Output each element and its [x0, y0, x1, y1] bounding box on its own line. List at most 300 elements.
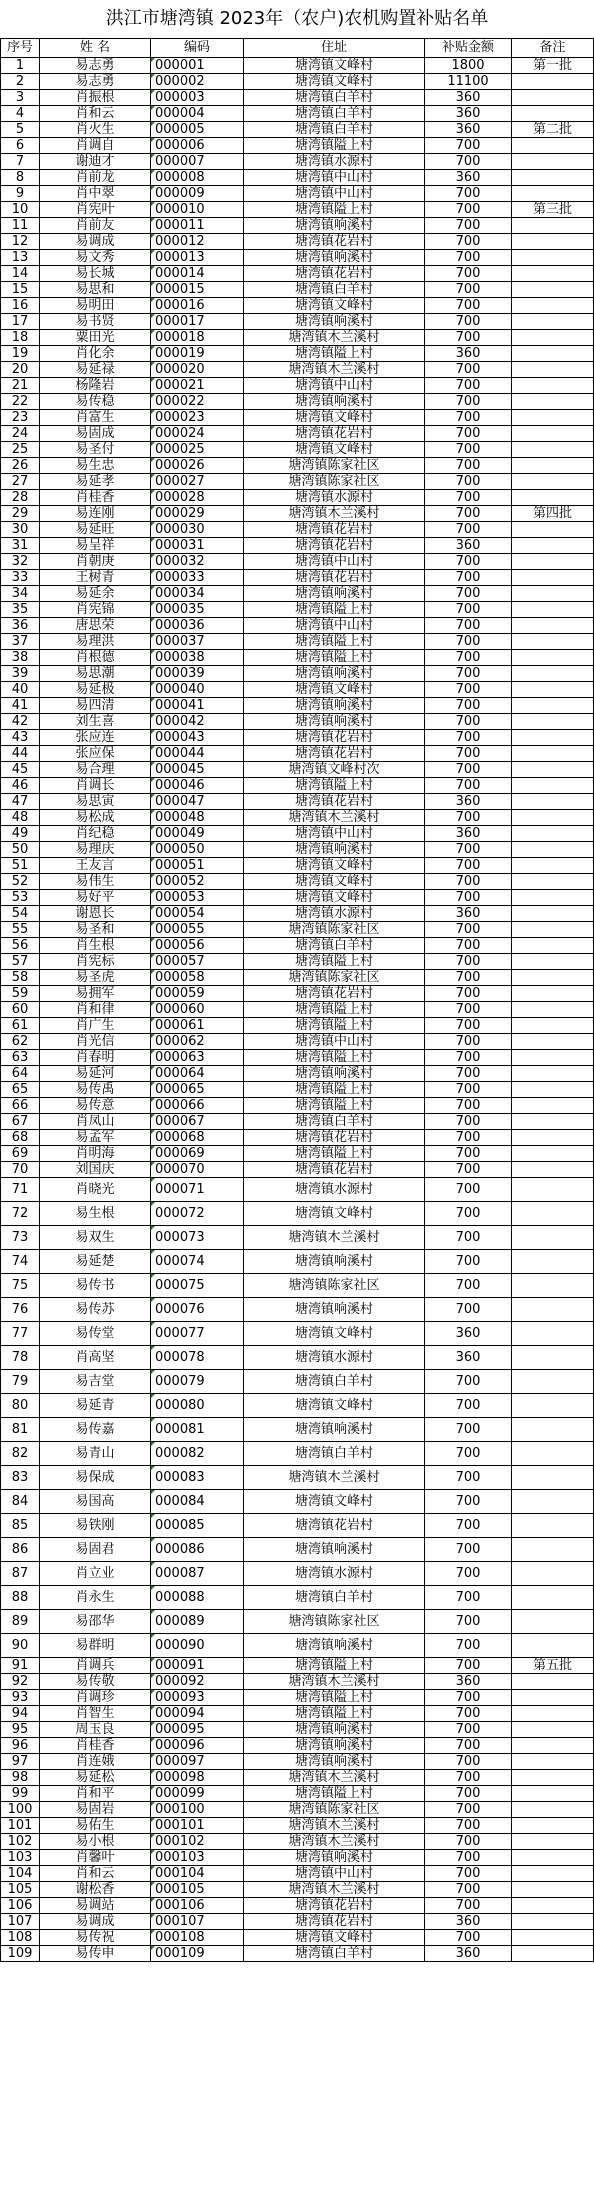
cell-remark — [512, 890, 594, 906]
cell-address: 塘湾镇白羊村 — [244, 122, 425, 138]
cell-serial: 73 — [1, 1226, 40, 1250]
cell-address: 塘湾镇文峰村 — [244, 1394, 425, 1418]
cell-code: 000084 — [151, 1490, 244, 1514]
cell-code: 000051 — [151, 858, 244, 874]
cell-address: 塘湾镇陈家社区 — [244, 458, 425, 474]
table-row — [1, 762, 594, 778]
cell-amount: 700 — [425, 138, 512, 154]
table-row — [1, 90, 594, 106]
table-row — [1, 1786, 594, 1802]
cell-address: 塘湾镇响溪村 — [244, 666, 425, 682]
cell-amount: 700 — [425, 1706, 512, 1722]
cell-serial: 85 — [1, 1514, 40, 1538]
cell-name: 易传书 — [40, 1274, 151, 1298]
cell-amount: 700 — [425, 506, 512, 522]
cell-address: 塘湾镇文峰村 — [244, 682, 425, 698]
cell-code: 000010 — [151, 202, 244, 218]
cell-name: 易延楚 — [40, 1250, 151, 1274]
table-row — [1, 730, 594, 746]
table-row — [1, 282, 594, 298]
cell-serial: 52 — [1, 874, 40, 890]
cell-name: 易明田 — [40, 298, 151, 314]
table-row — [1, 618, 594, 634]
cell-serial: 74 — [1, 1250, 40, 1274]
cell-name: 肖晓光 — [40, 1178, 151, 1202]
cell-address: 塘湾镇响溪村 — [244, 394, 425, 410]
cell-remark — [512, 1066, 594, 1082]
cell-remark: 第四批 — [512, 506, 594, 522]
cell-serial: 69 — [1, 1146, 40, 1162]
cell-name: 肖和平 — [40, 1786, 151, 1802]
cell-name: 肖化余 — [40, 346, 151, 362]
cell-remark — [512, 1562, 594, 1586]
cell-remark — [512, 1162, 594, 1178]
cell-code: 000078 — [151, 1346, 244, 1370]
cell-serial: 77 — [1, 1322, 40, 1346]
cell-address: 塘湾镇中山村 — [244, 826, 425, 842]
cell-name: 易调成 — [40, 1914, 151, 1930]
cell-name: 易合理 — [40, 762, 151, 778]
cell-remark — [512, 378, 594, 394]
cell-serial: 83 — [1, 1466, 40, 1490]
cell-name: 易松成 — [40, 810, 151, 826]
cell-address: 塘湾镇隘上村 — [244, 954, 425, 970]
cell-code: 000077 — [151, 1322, 244, 1346]
cell-serial: 27 — [1, 474, 40, 490]
cell-remark — [512, 394, 594, 410]
cell-remark — [512, 426, 594, 442]
cell-code: 000006 — [151, 138, 244, 154]
cell-address: 塘湾镇花岩村 — [244, 538, 425, 554]
cell-amount: 700 — [425, 778, 512, 794]
cell-remark — [512, 554, 594, 570]
cell-serial: 21 — [1, 378, 40, 394]
cell-name: 肖桂香 — [40, 490, 151, 506]
cell-serial: 75 — [1, 1274, 40, 1298]
cell-address: 塘湾镇文峰村 — [244, 1202, 425, 1226]
cell-address: 塘湾镇陈家社区 — [244, 1274, 425, 1298]
cell-code: 000009 — [151, 186, 244, 202]
cell-amount: 360 — [425, 346, 512, 362]
cell-serial: 49 — [1, 826, 40, 842]
cell-serial: 103 — [1, 1850, 40, 1866]
cell-amount: 700 — [425, 1018, 512, 1034]
table-row — [1, 522, 594, 538]
cell-name: 易思潮 — [40, 666, 151, 682]
cell-code: 000016 — [151, 298, 244, 314]
cell-amount: 700 — [425, 890, 512, 906]
table-row — [1, 1674, 594, 1690]
cell-address: 塘湾镇水源村 — [244, 1346, 425, 1370]
cell-serial: 94 — [1, 1706, 40, 1722]
cell-name: 易小根 — [40, 1834, 151, 1850]
cell-name: 易好平 — [40, 890, 151, 906]
cell-address: 塘湾镇响溪村 — [244, 586, 425, 602]
cell-code: 000045 — [151, 762, 244, 778]
cell-address: 塘湾镇隘上村 — [244, 1690, 425, 1706]
cell-serial: 98 — [1, 1770, 40, 1786]
cell-serial: 54 — [1, 906, 40, 922]
cell-serial: 42 — [1, 714, 40, 730]
table-row — [1, 1098, 594, 1114]
cell-remark — [512, 1418, 594, 1442]
cell-serial: 24 — [1, 426, 40, 442]
cell-remark — [512, 1274, 594, 1298]
table-row — [1, 1146, 594, 1162]
cell-serial: 51 — [1, 858, 40, 874]
cell-serial: 6 — [1, 138, 40, 154]
cell-name: 谢迪才 — [40, 154, 151, 170]
cell-serial: 62 — [1, 1034, 40, 1050]
cell-remark — [512, 1018, 594, 1034]
cell-amount: 700 — [425, 378, 512, 394]
cell-address: 塘湾镇木兰溪村 — [244, 1882, 425, 1898]
cell-remark — [512, 1674, 594, 1690]
cell-amount: 700 — [425, 1274, 512, 1298]
cell-address: 塘湾镇响溪村 — [244, 1722, 425, 1738]
table-row — [1, 906, 594, 922]
cell-serial: 41 — [1, 698, 40, 714]
table-row — [1, 218, 594, 234]
cell-amount: 700 — [425, 1722, 512, 1738]
table-row — [1, 1818, 594, 1834]
cell-remark — [512, 1770, 594, 1786]
table-row — [1, 1634, 594, 1658]
cell-remark — [512, 458, 594, 474]
cell-amount: 700 — [425, 442, 512, 458]
cell-serial: 36 — [1, 618, 40, 634]
table-row — [1, 1802, 594, 1818]
cell-amount: 700 — [425, 250, 512, 266]
cell-code: 000054 — [151, 906, 244, 922]
cell-serial: 30 — [1, 522, 40, 538]
cell-code: 000067 — [151, 1114, 244, 1130]
cell-address: 塘湾镇木兰溪村 — [244, 362, 425, 378]
cell-name: 易圣和 — [40, 922, 151, 938]
cell-name: 肖宪叶 — [40, 202, 151, 218]
cell-code: 000053 — [151, 890, 244, 906]
cell-code: 000107 — [151, 1914, 244, 1930]
cell-address: 塘湾镇木兰溪村 — [244, 1466, 425, 1490]
cell-serial: 38 — [1, 650, 40, 666]
cell-address: 塘湾镇文峰村 — [244, 1930, 425, 1946]
cell-code: 000017 — [151, 314, 244, 330]
cell-address: 塘湾镇文峰村 — [244, 74, 425, 90]
cell-address: 塘湾镇花岩村 — [244, 746, 425, 762]
cell-name: 易书贤 — [40, 314, 151, 330]
cell-address: 塘湾镇花岩村 — [244, 730, 425, 746]
cell-code: 000049 — [151, 826, 244, 842]
cell-amount: 700 — [425, 1002, 512, 1018]
cell-remark — [512, 1322, 594, 1346]
cell-address: 塘湾镇响溪村 — [244, 1754, 425, 1770]
cell-serial: 37 — [1, 634, 40, 650]
cell-code: 000043 — [151, 730, 244, 746]
cell-name: 肖生根 — [40, 938, 151, 954]
table-row — [1, 1418, 594, 1442]
cell-remark — [512, 986, 594, 1002]
cell-name: 肖富生 — [40, 410, 151, 426]
cell-serial: 65 — [1, 1082, 40, 1098]
cell-address: 塘湾镇白羊村 — [244, 1114, 425, 1130]
cell-amount: 700 — [425, 1538, 512, 1562]
cell-serial: 50 — [1, 842, 40, 858]
cell-amount: 700 — [425, 314, 512, 330]
table-row — [1, 1298, 594, 1322]
cell-name: 肖调长 — [40, 778, 151, 794]
cell-code: 000034 — [151, 586, 244, 602]
cell-serial: 91 — [1, 1658, 40, 1674]
cell-amount: 700 — [425, 202, 512, 218]
cell-serial: 55 — [1, 922, 40, 938]
cell-code: 000108 — [151, 1930, 244, 1946]
cell-amount: 700 — [425, 1130, 512, 1146]
cell-code: 000050 — [151, 842, 244, 858]
cell-code: 000086 — [151, 1538, 244, 1562]
cell-code: 000087 — [151, 1562, 244, 1586]
cell-name: 王树青 — [40, 570, 151, 586]
cell-remark — [512, 1466, 594, 1490]
cell-address: 塘湾镇隘上村 — [244, 346, 425, 362]
cell-amount: 700 — [425, 1298, 512, 1322]
cell-code: 000098 — [151, 1770, 244, 1786]
cell-address: 塘湾镇花岩村 — [244, 1514, 425, 1538]
cell-remark — [512, 298, 594, 314]
cell-amount: 360 — [425, 1322, 512, 1346]
cell-code: 000011 — [151, 218, 244, 234]
cell-name: 张应连 — [40, 730, 151, 746]
cell-code: 000015 — [151, 282, 244, 298]
cell-remark — [512, 762, 594, 778]
cell-amount: 700 — [425, 1114, 512, 1130]
cell-amount: 700 — [425, 698, 512, 714]
cell-address: 塘湾镇陈家社区 — [244, 1802, 425, 1818]
cell-remark — [512, 1442, 594, 1466]
cell-remark — [512, 1514, 594, 1538]
cell-amount: 360 — [425, 1346, 512, 1370]
cell-code: 000037 — [151, 634, 244, 650]
cell-remark — [512, 746, 594, 762]
cell-amount: 700 — [425, 1930, 512, 1946]
table-row — [1, 874, 594, 890]
cell-code: 000060 — [151, 1002, 244, 1018]
cell-remark — [512, 1634, 594, 1658]
cell-code: 000044 — [151, 746, 244, 762]
table-row — [1, 1738, 594, 1754]
cell-name: 易铁刚 — [40, 1514, 151, 1538]
cell-address: 塘湾镇隘上村 — [244, 1146, 425, 1162]
cell-code: 000019 — [151, 346, 244, 362]
cell-amount: 700 — [425, 618, 512, 634]
table-row — [1, 490, 594, 506]
cell-name: 肖广生 — [40, 1018, 151, 1034]
cell-name: 肖纪稳 — [40, 826, 151, 842]
cell-address: 塘湾镇响溪村 — [244, 714, 425, 730]
cell-amount: 700 — [425, 1442, 512, 1466]
cell-amount: 700 — [425, 474, 512, 490]
table-row — [1, 1770, 594, 1786]
cell-code: 000039 — [151, 666, 244, 682]
cell-serial: 56 — [1, 938, 40, 954]
cell-amount: 700 — [425, 1034, 512, 1050]
cell-code: 000090 — [151, 1634, 244, 1658]
cell-remark — [512, 1394, 594, 1418]
cell-amount: 700 — [425, 1146, 512, 1162]
table-row — [1, 938, 594, 954]
cell-name: 谢恩长 — [40, 906, 151, 922]
cell-amount: 700 — [425, 938, 512, 954]
cell-amount: 700 — [425, 666, 512, 682]
cell-address: 塘湾镇文峰村 — [244, 58, 425, 74]
cell-remark — [512, 1914, 594, 1930]
cell-remark — [512, 106, 594, 122]
cell-name: 易双生 — [40, 1226, 151, 1250]
table-row — [1, 1178, 594, 1202]
table-row — [1, 234, 594, 250]
cell-serial: 95 — [1, 1722, 40, 1738]
cell-serial: 8 — [1, 170, 40, 186]
table-row — [1, 602, 594, 618]
cell-name: 肖光信 — [40, 1034, 151, 1050]
cell-amount: 700 — [425, 1226, 512, 1250]
cell-code: 000021 — [151, 378, 244, 394]
cell-name: 易延余 — [40, 586, 151, 602]
cell-code: 000105 — [151, 1882, 244, 1898]
cell-name: 刘生喜 — [40, 714, 151, 730]
cell-remark — [512, 858, 594, 874]
table-row — [1, 1658, 594, 1674]
cell-address: 塘湾镇白羊村 — [244, 1370, 425, 1394]
cell-name: 易青山 — [40, 1442, 151, 1466]
table-row — [1, 346, 594, 362]
cell-remark — [512, 1586, 594, 1610]
cell-address: 塘湾镇隘上村 — [244, 1098, 425, 1114]
cell-remark — [512, 570, 594, 586]
cell-address: 塘湾镇隘上村 — [244, 202, 425, 218]
cell-name: 肖调珍 — [40, 1690, 151, 1706]
cell-remark — [512, 538, 594, 554]
cell-serial: 67 — [1, 1114, 40, 1130]
cell-name: 易延极 — [40, 682, 151, 698]
cell-code: 000022 — [151, 394, 244, 410]
cell-address: 塘湾镇隘上村 — [244, 1082, 425, 1098]
cell-serial: 107 — [1, 1914, 40, 1930]
cell-address: 塘湾镇花岩村 — [244, 426, 425, 442]
cell-name: 肖连娥 — [40, 1754, 151, 1770]
cell-name: 易传堂 — [40, 1322, 151, 1346]
cell-remark — [512, 250, 594, 266]
cell-remark — [512, 810, 594, 826]
cell-remark — [512, 842, 594, 858]
cell-remark: 第五批 — [512, 1658, 594, 1674]
table-row — [1, 1754, 594, 1770]
cell-name: 肖和律 — [40, 1002, 151, 1018]
table-row — [1, 554, 594, 570]
cell-amount: 11100 — [425, 74, 512, 90]
cell-serial: 11 — [1, 218, 40, 234]
cell-amount: 700 — [425, 1514, 512, 1538]
cell-name: 易呈祥 — [40, 538, 151, 554]
cell-amount: 700 — [425, 682, 512, 698]
cell-name: 肖火生 — [40, 122, 151, 138]
cell-name: 易延河 — [40, 1066, 151, 1082]
cell-remark — [512, 650, 594, 666]
table-row — [1, 1866, 594, 1882]
table-row — [1, 1690, 594, 1706]
cell-address: 塘湾镇花岩村 — [244, 1898, 425, 1914]
table-row — [1, 1914, 594, 1930]
cell-amount: 700 — [425, 1418, 512, 1442]
cell-code: 000082 — [151, 1442, 244, 1466]
table-row — [1, 330, 594, 346]
cell-serial: 100 — [1, 1802, 40, 1818]
cell-code: 000020 — [151, 362, 244, 378]
cell-name: 易孟军 — [40, 1130, 151, 1146]
cell-remark — [512, 826, 594, 842]
cell-name: 肖馨叶 — [40, 1850, 151, 1866]
cell-remark — [512, 1202, 594, 1226]
cell-name: 肖宪锦 — [40, 602, 151, 618]
cell-amount: 700 — [425, 650, 512, 666]
cell-amount: 700 — [425, 1466, 512, 1490]
cell-code: 000038 — [151, 650, 244, 666]
table-row — [1, 1018, 594, 1034]
cell-remark — [512, 490, 594, 506]
cell-serial: 19 — [1, 346, 40, 362]
cell-name: 肖宪标 — [40, 954, 151, 970]
cell-serial: 17 — [1, 314, 40, 330]
cell-serial: 106 — [1, 1898, 40, 1914]
cell-code: 000100 — [151, 1802, 244, 1818]
cell-amount: 700 — [425, 1050, 512, 1066]
cell-name: 肖立业 — [40, 1562, 151, 1586]
cell-address: 塘湾镇木兰溪村 — [244, 810, 425, 826]
cell-name: 肖中翠 — [40, 186, 151, 202]
cell-address: 塘湾镇中山村 — [244, 1866, 425, 1882]
cell-amount: 360 — [425, 170, 512, 186]
cell-amount: 700 — [425, 490, 512, 506]
cell-serial: 84 — [1, 1490, 40, 1514]
cell-serial: 31 — [1, 538, 40, 554]
cell-remark — [512, 218, 594, 234]
cell-address: 塘湾镇响溪村 — [244, 698, 425, 714]
table-row — [1, 1850, 594, 1866]
cell-amount: 700 — [425, 154, 512, 170]
cell-remark — [512, 1538, 594, 1562]
cell-name: 易理洪 — [40, 634, 151, 650]
table-row — [1, 1250, 594, 1274]
cell-name: 肖调兵 — [40, 1658, 151, 1674]
table-row — [1, 954, 594, 970]
table-row — [1, 106, 594, 122]
cell-remark — [512, 1786, 594, 1802]
cell-amount: 700 — [425, 1866, 512, 1882]
table-row — [1, 170, 594, 186]
table-row — [1, 58, 594, 74]
cell-address: 塘湾镇隘上村 — [244, 1786, 425, 1802]
table-row — [1, 394, 594, 410]
table-row — [1, 1490, 594, 1514]
cell-amount: 360 — [425, 1946, 512, 1962]
cell-remark — [512, 1034, 594, 1050]
table-row — [1, 570, 594, 586]
cell-code: 000063 — [151, 1050, 244, 1066]
cell-remark — [512, 234, 594, 250]
table-row — [1, 138, 594, 154]
table-row — [1, 1394, 594, 1418]
cell-name: 肖和云 — [40, 106, 151, 122]
table-row — [1, 826, 594, 842]
